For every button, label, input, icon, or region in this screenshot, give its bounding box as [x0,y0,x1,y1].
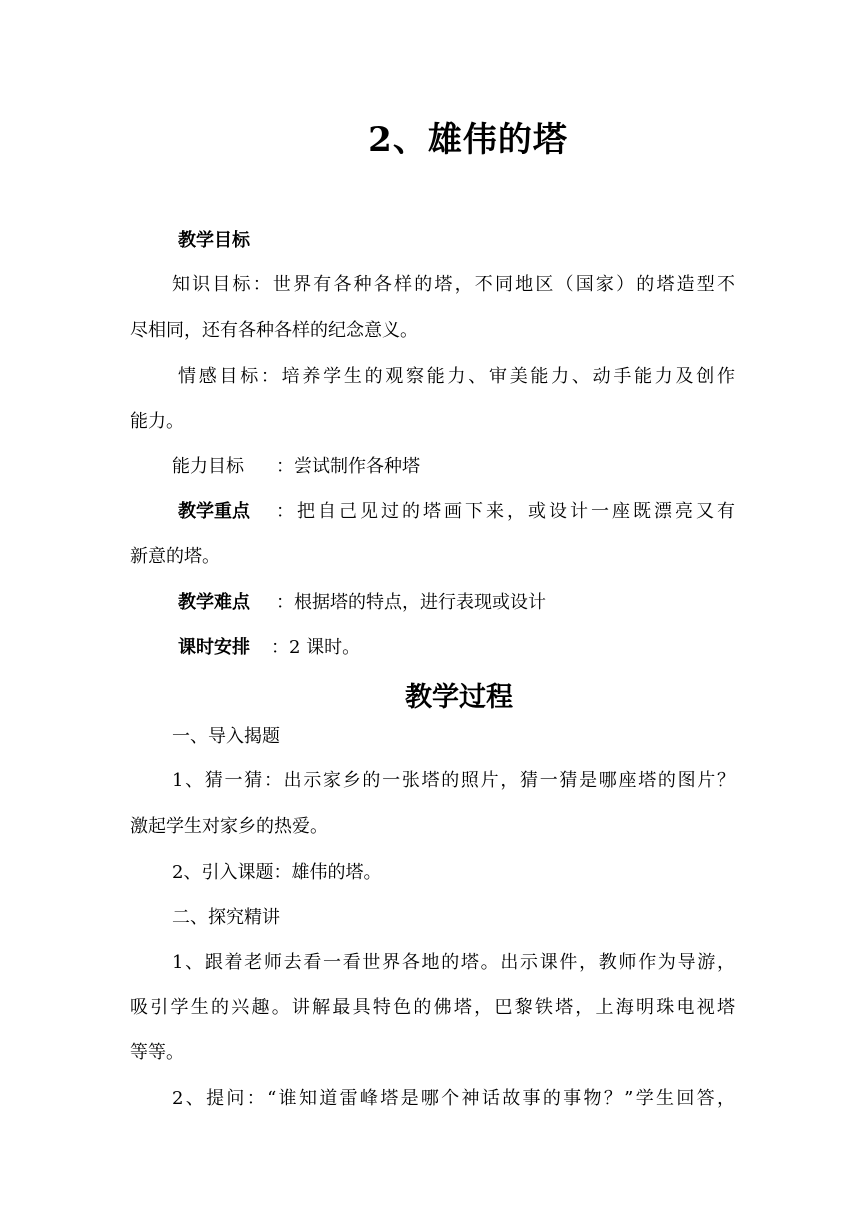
key-point-text-line-2: 新意的塔。 [130,546,220,567]
document-title: 2、雄伟的塔 [368,120,568,160]
part2-item1-line-1: 1、跟着老师去看一看世界各地的塔。出示课件，教师作为导游， [172,952,735,973]
emotion-goal-line-2: 能力。 [130,411,184,432]
ability-goal-label: 能力目标 [172,456,244,477]
part2-item2-line-1: 2、提问：“谁知道雷峰塔是哪个神话故事的事物？”学生回答， [172,1088,735,1109]
part1-item1-line-1: 1、猜一猜：出示家乡的一张塔的照片，猜一猜是哪座塔的图片？ [172,770,735,791]
knowledge-goal-line-2: 尽相同，还有各种各样的纪念意义。 [130,320,418,341]
emotion-goal-line-1: 情感目标：培养学生的观察能力、审美能力、动手能力及创作 [178,366,735,387]
part2-heading: 二、探究精讲 [172,907,280,928]
ability-goal-text: ：尝试制作各种塔 [276,456,420,477]
key-point-label: 教学重点 [178,501,250,522]
key-point-text-line-1: ：把自己见过的塔画下来，或设计一座既漂亮又有 [276,501,735,522]
part1-item1-line-2: 激起学生对家乡的热爱。 [130,816,328,837]
part1-item2: 2、引入课题：雄伟的塔。 [172,862,382,883]
process-heading: 教学过程 [405,682,513,713]
schedule-label: 课时安排 [178,637,250,658]
part2-item1-line-2: 吸引学生的兴趣。讲解最具特色的佛塔，巴黎铁塔，上海明珠电视塔 [130,997,735,1018]
knowledge-goal-line-1: 知识目标：世界有各种各样的塔，不同地区（国家）的塔造型不 [172,274,735,295]
part1-heading: 一、导入揭题 [172,726,280,747]
part2-item1-line-3: 等等。 [130,1042,184,1063]
objectives-heading: 教学目标 [178,230,250,251]
difficulty-text: ：根据塔的特点，进行表现或设计 [276,592,546,613]
difficulty-label: 教学难点 [178,592,250,613]
schedule-text: ：2 课时。 [271,637,361,658]
